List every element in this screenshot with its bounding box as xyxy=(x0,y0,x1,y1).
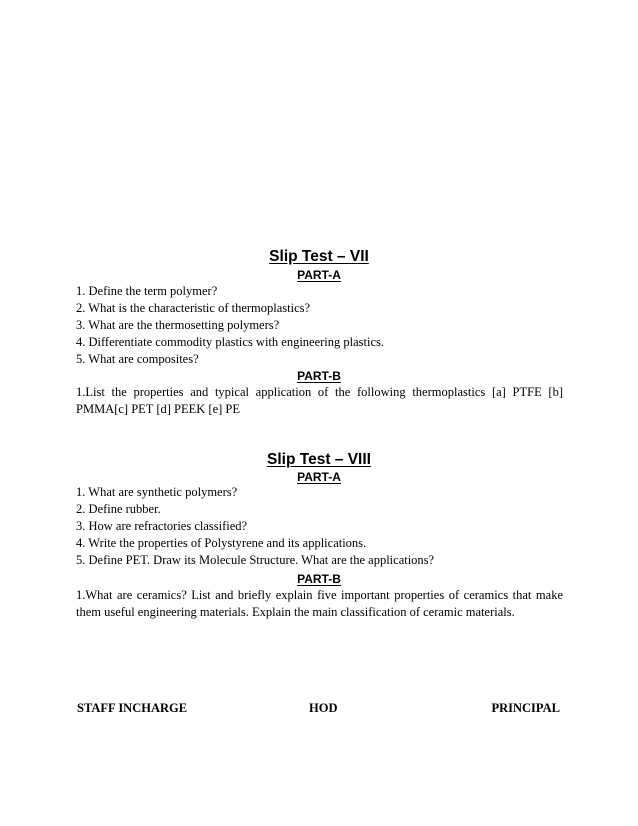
question-item: 3. What are the thermosetting polymers? xyxy=(76,318,280,332)
question-item: 4. Differentiate commodity plastics with engineering plastics. xyxy=(76,335,385,349)
principal-label: PRINCIPAL xyxy=(491,701,560,715)
slip-test-7-part-a-questions xyxy=(76,283,566,368)
slip-test-8-part-a-heading: PART-A xyxy=(297,470,341,484)
question-item: 5. What are composites? xyxy=(76,352,199,366)
slip-test-8-part-a-questions xyxy=(76,484,566,569)
question-item: 3. How are refractories classified? xyxy=(76,519,248,533)
hod-label: HOD xyxy=(309,701,338,715)
slip-test-7-title: Slip Test – VII xyxy=(269,248,369,265)
slip-test-7-part-b-heading: PART-B xyxy=(297,369,341,383)
slip-test-8-part-b-heading: PART-B xyxy=(297,572,341,586)
slip-test-7-part-b-question: 1.List the properties and typical application of the following thermoplastics [a] PTFE [b] PMMA[c] PET [d] PEEK [e] PE xyxy=(76,385,563,416)
slip-test-8-part-b-question: 1.What are ceramics? List and briefly explain five important properties of ceramics that make them useful engineering materials. Explain the main classification of ceramic materials. xyxy=(76,588,563,619)
question-item: 1. Define the term polymer? xyxy=(76,284,218,298)
slip-test-8-title: Slip Test – VIII xyxy=(267,451,371,468)
slip-test-7-part-a-heading: PART-A xyxy=(297,268,341,282)
question-item: 5. Define PET. Draw its Molecule Structure. What are the applications? xyxy=(76,553,435,567)
staff-incharge-label: STAFF INCHARGE xyxy=(77,701,188,715)
question-item: 4. Write the properties of Polystyrene and its applications. xyxy=(76,536,367,550)
question-item: 1. What are synthetic polymers? xyxy=(76,485,238,499)
signature-row xyxy=(77,701,560,719)
question-item: 2. What is the characteristic of thermoplastics? xyxy=(76,301,311,315)
question-item: 2. Define rubber. xyxy=(76,502,161,516)
